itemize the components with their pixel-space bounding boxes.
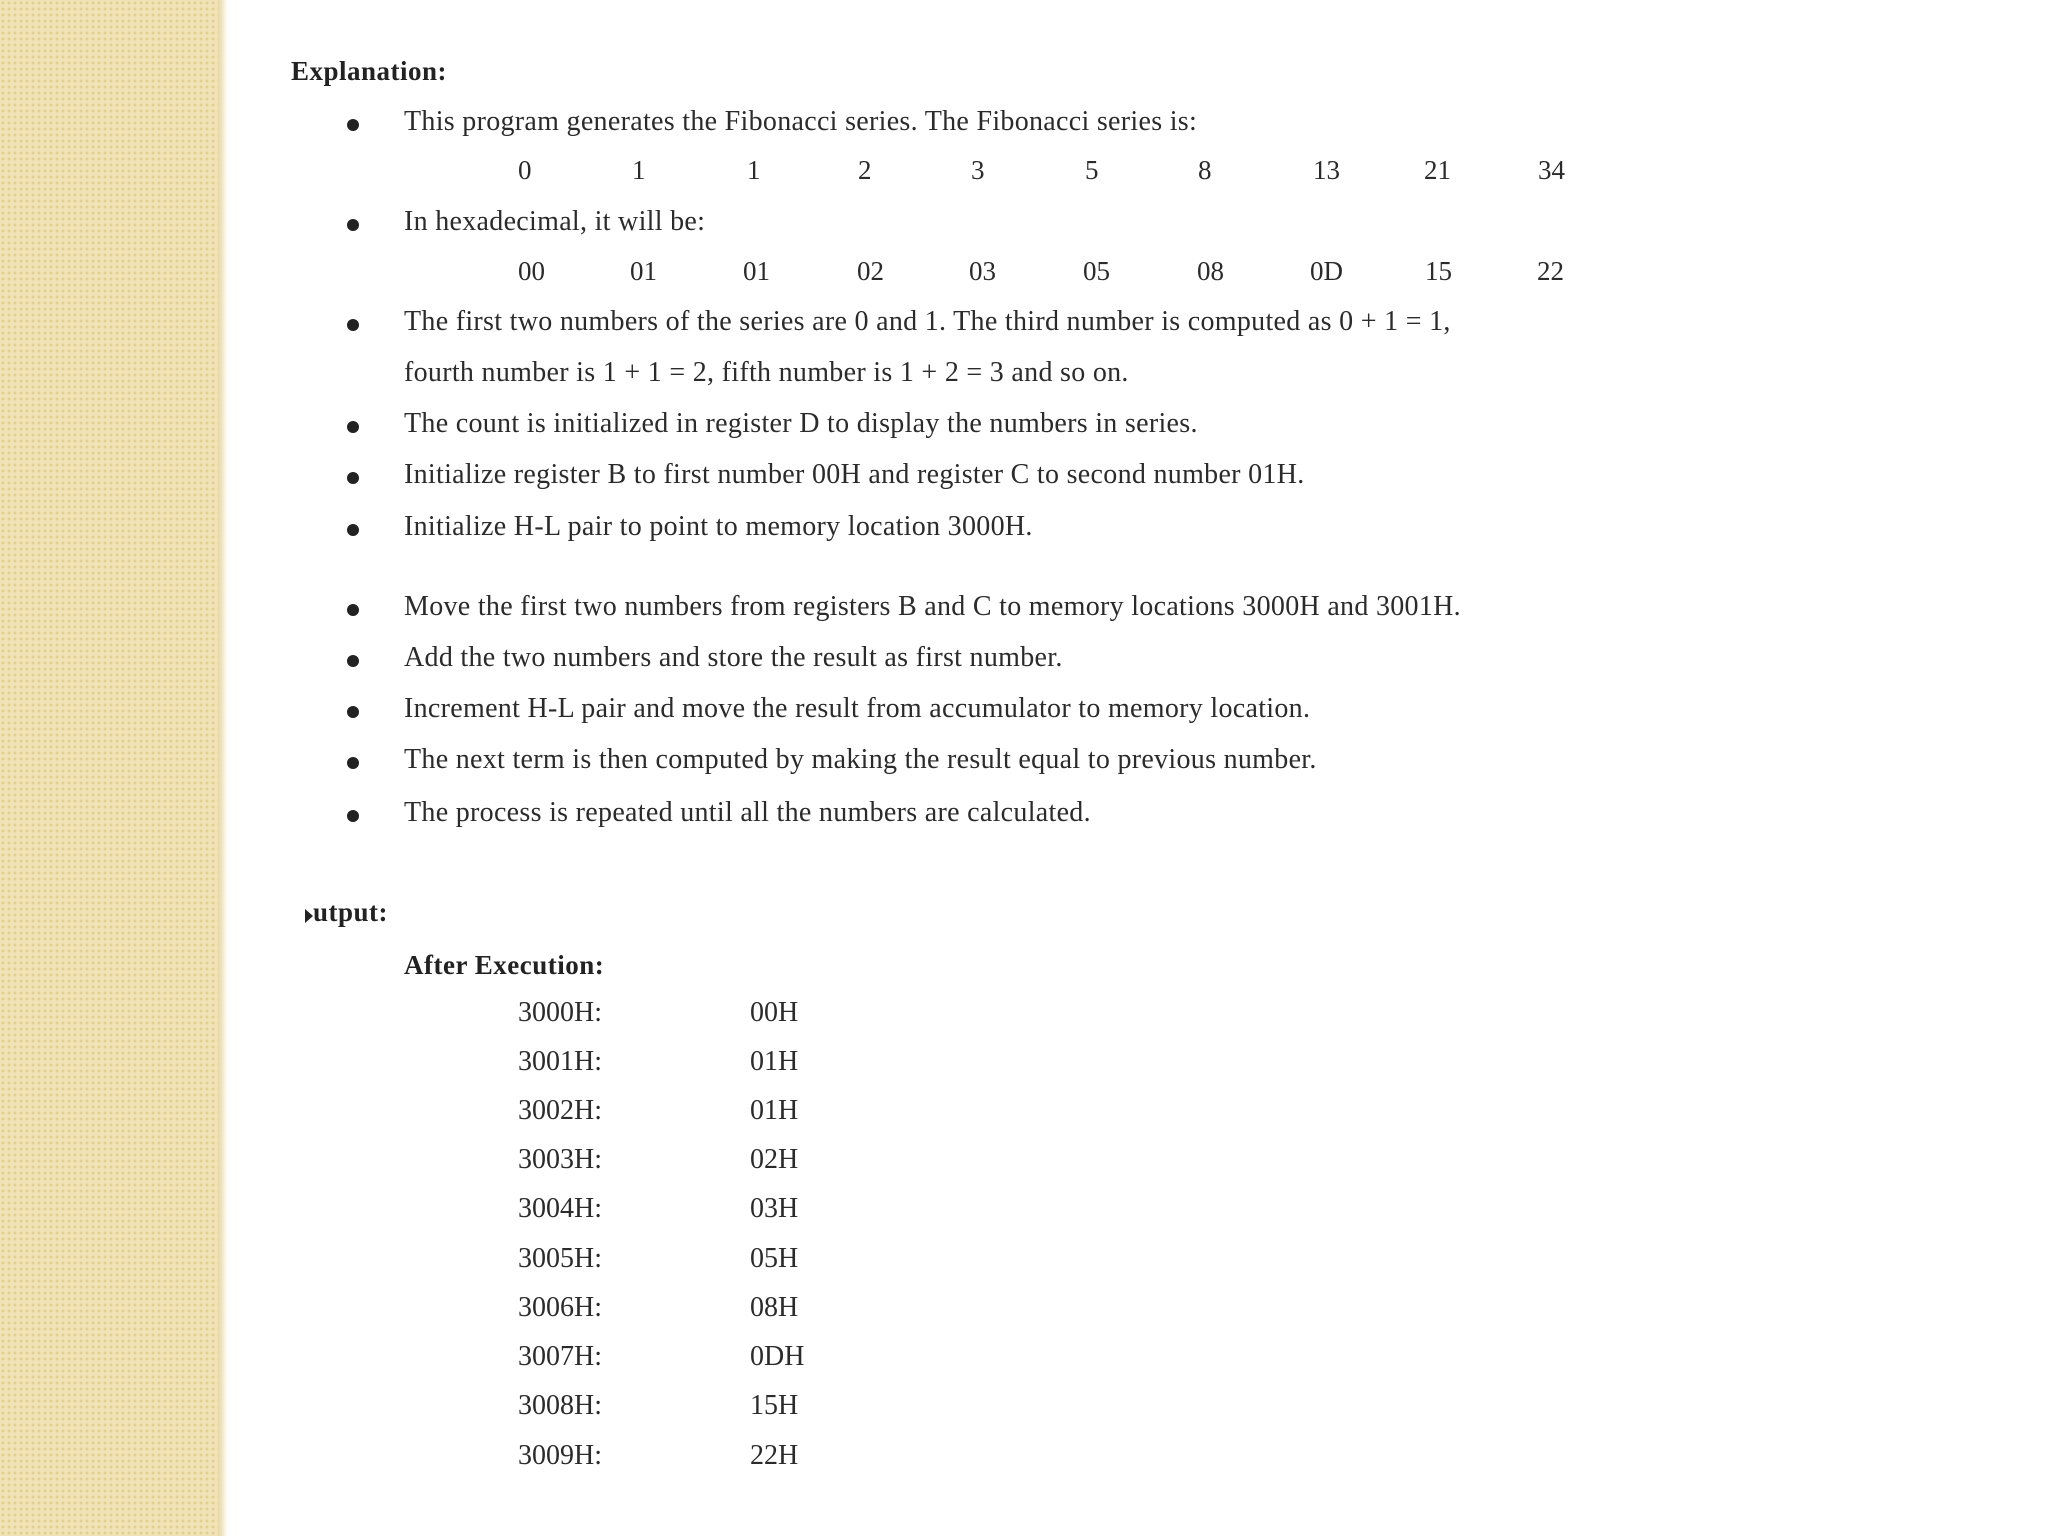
- series-value: 1: [632, 155, 646, 185]
- bullet-icon: [347, 319, 359, 331]
- bullet-text: Initialize register B to first number 00H and register C to second number 01H.: [404, 459, 1305, 490]
- bullet-icon: [347, 706, 359, 718]
- bullet-text: This program generates the Fibonacci series. The Fibonacci series is:: [404, 106, 1198, 137]
- memory-value: 22H: [750, 1440, 799, 1471]
- bullet-icon: [347, 524, 359, 536]
- bullet-text: The next term is then computed by making the result equal to previous number.: [404, 744, 1317, 775]
- memory-address: 3000H:: [518, 997, 602, 1028]
- series-value: 13: [1313, 155, 1340, 185]
- series-value: 08: [1197, 256, 1224, 286]
- bullet-text: Initialize H-L pair to point to memory location 3000H.: [404, 511, 1033, 542]
- series-value: 02: [857, 256, 884, 286]
- series-value: 22: [1537, 256, 1564, 286]
- memory-address: 3004H:: [518, 1193, 602, 1224]
- bullet-text-continued: fourth number is 1 + 1 = 2, fifth number is 1 + 2 = 3 and so on.: [404, 357, 1129, 388]
- memory-value: 01H: [750, 1046, 799, 1077]
- bullet-text: Increment H-L pair and move the result from accumulator to memory location.: [404, 693, 1311, 724]
- series-value: 03: [969, 256, 996, 286]
- series-value: 8: [1198, 155, 1212, 185]
- memory-address: 3007H:: [518, 1341, 602, 1372]
- memory-value: 02H: [750, 1144, 799, 1175]
- series-value: 3: [971, 155, 985, 185]
- memory-address: 3001H:: [518, 1046, 602, 1077]
- memory-row: [0, 997, 2048, 1033]
- series-value: 1: [747, 155, 761, 185]
- series-value: 34: [1538, 155, 1565, 185]
- memory-row: [0, 1046, 2048, 1082]
- bullet-icon: [347, 219, 359, 231]
- memory-value: 00H: [750, 997, 799, 1028]
- bullet-icon: [347, 472, 359, 484]
- memory-row: [0, 1243, 2048, 1279]
- memory-address: 3003H:: [518, 1144, 602, 1175]
- output-heading: utput:: [313, 897, 389, 927]
- bullet-text: The count is initialized in register D to display the numbers in series.: [404, 408, 1198, 439]
- series-value: 15: [1425, 256, 1452, 286]
- memory-value: 05H: [750, 1243, 799, 1274]
- memory-row: [0, 1193, 2048, 1229]
- series-value: 5: [1085, 155, 1099, 185]
- series-value: 0: [518, 155, 532, 185]
- memory-row: [0, 1390, 2048, 1426]
- output-heading-marker: [305, 909, 313, 923]
- memory-value: 0DH: [750, 1341, 805, 1372]
- bullet-icon: [347, 757, 359, 769]
- explanation-heading: Explanation:: [291, 56, 448, 86]
- memory-address: 3009H:: [518, 1440, 602, 1471]
- bullet-text: In hexadecimal, it will be:: [404, 206, 706, 237]
- series-value: 01: [630, 256, 657, 286]
- bullet-icon: [347, 421, 359, 433]
- memory-row: [0, 1440, 2048, 1476]
- memory-row: [0, 1144, 2048, 1180]
- bullet-icon: [347, 655, 359, 667]
- series-value: 21: [1424, 155, 1451, 185]
- memory-value: 08H: [750, 1292, 799, 1323]
- series-value: 2: [858, 155, 872, 185]
- memory-value: 03H: [750, 1193, 799, 1224]
- bullet-text: Move the first two numbers from registers B and C to memory locations 3000H and 3001H.: [404, 591, 1461, 622]
- bullet-text: The process is repeated until all the numbers are calculated.: [404, 797, 1091, 828]
- bullet-text: Add the two numbers and store the result as first number.: [404, 642, 1063, 673]
- hex-series-row: [0, 256, 2048, 292]
- memory-row: [0, 1341, 2048, 1377]
- bullet-icon: [347, 604, 359, 616]
- memory-row: [0, 1292, 2048, 1328]
- memory-address: 3002H:: [518, 1095, 602, 1126]
- memory-address: 3005H:: [518, 1243, 602, 1274]
- decimal-series-row: [0, 155, 2048, 191]
- series-value: 05: [1083, 256, 1110, 286]
- memory-value: 01H: [750, 1095, 799, 1126]
- bullet-icon: [347, 810, 359, 822]
- bullet-text: The first two numbers of the series are 0 and 1. The third number is computed as 0 + 1 = 1,: [404, 306, 1451, 337]
- series-value: 00: [518, 256, 545, 286]
- memory-row: [0, 1095, 2048, 1131]
- after-execution-heading: After Execution:: [404, 950, 605, 980]
- series-value: 01: [743, 256, 770, 286]
- bullet-icon: [347, 119, 359, 131]
- memory-value: 15H: [750, 1390, 799, 1421]
- memory-address: 3008H:: [518, 1390, 602, 1421]
- series-value: 0D: [1310, 256, 1343, 286]
- memory-address: 3006H:: [518, 1292, 602, 1323]
